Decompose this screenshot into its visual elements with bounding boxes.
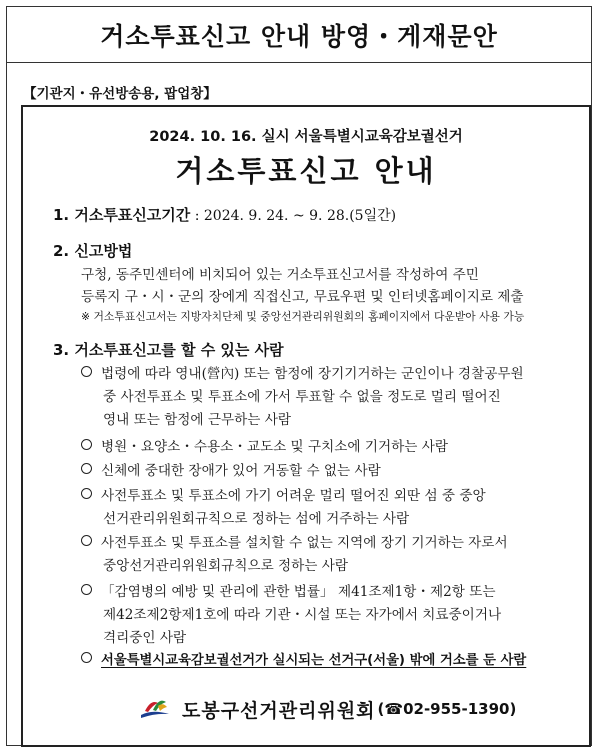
section-2-line: 구청, 동주민센터에 비치되어 있는 거소투표신고서를 작성하여 주민 xyxy=(81,267,479,283)
section-2-heading: 2. 신고방법 xyxy=(53,242,133,260)
eligibility-item xyxy=(81,459,381,479)
bullet-circle-icon xyxy=(81,488,92,499)
eligibility-item xyxy=(81,435,448,455)
item-line: 제42조제2항제1호에 따라 기관・시설 또는 자가에서 치료중이거나 xyxy=(103,607,502,623)
eligibility-item xyxy=(81,580,496,600)
eligibility-item xyxy=(81,484,486,504)
section-3-heading: 3. 거소투표신고를 할 수 있는 사람 xyxy=(53,341,284,359)
bullet-circle-icon xyxy=(81,535,92,546)
item-line: 신체에 중대한 장애가 있어 거동할 수 없는 사람 xyxy=(101,463,381,479)
section-1-heading: 1. 거소투표신고기간 xyxy=(53,206,191,224)
item-line: 병원・요양소・수용소・교도소 및 구치소에 기거하는 사람 xyxy=(101,439,448,455)
item-line: 「감염병의 예방 및 관리에 관한 법률」 제41조제1항・제2항 또는 xyxy=(101,584,496,600)
notice-subtitle: 2024. 10. 16. 실시 서울특별시교육감보궐선거 xyxy=(149,129,463,145)
item-line: 사전투표소 및 투표소에 가기 어려운 멀리 떨어진 외딴 섬 중 중앙 xyxy=(101,488,486,504)
item-line: 중앙선거관리위원회규칙으로 정하는 사람 xyxy=(103,558,349,574)
bullet-circle-icon xyxy=(81,652,92,663)
section-2-line: 등록지 구・시・군의 장에게 직접신고, 무료우편 및 인터넷홈페이지로 제출 xyxy=(81,289,524,305)
eligibility-item xyxy=(81,362,524,382)
phone-number: (☎02-955-1390) xyxy=(377,700,517,718)
bullet-circle-icon xyxy=(81,584,92,595)
item-line: 법령에 따라 영내(營內) 또는 함정에 장기기거하는 군인이나 경찰공무원 xyxy=(101,366,524,382)
section-1 xyxy=(53,204,396,225)
notice-title: 거소투표신고 안내 xyxy=(175,154,437,188)
bullet-circle-icon xyxy=(81,463,92,474)
item-line: 사전투표소 및 투표소를 설치할 수 없는 지역에 장기 기거하는 자로서 xyxy=(101,535,508,551)
document-frame xyxy=(6,6,592,746)
media-label: 【기관지・유선방송용, 팝업창】 xyxy=(23,86,217,102)
section-2-note: ※ 거소투표신고서는 지방자치단체 및 중앙선거관리위원회의 홈페이지에서 다운받아 사용 가능 xyxy=(81,310,525,323)
item-line: 중 사전투표소 및 투표소에 가서 투표할 수 없을 정도로 멀리 떨어진 xyxy=(103,389,501,405)
eligibility-item xyxy=(81,531,508,551)
notice-box xyxy=(21,105,591,747)
bullet-circle-icon xyxy=(81,366,92,377)
item-line: 영내 또는 함정에 근무하는 사람 xyxy=(103,412,291,428)
organization-name: 도봉구선거관리위원회 xyxy=(182,699,376,722)
item-line: 격리중인 사람 xyxy=(103,630,187,646)
footer xyxy=(138,694,516,724)
election-commission-logo-icon xyxy=(138,694,172,724)
document-title: 거소투표신고 안내 방영・게재문안 xyxy=(100,22,498,51)
section-1-value: : 2024. 9. 24. ~ 9. 28.(5일간) xyxy=(190,208,397,224)
eligibility-item-highlight xyxy=(81,649,526,668)
item-line: 선거관리위원회규칙으로 정하는 섬에 거주하는 사람 xyxy=(103,511,410,527)
item-line: 서울특별시교육감보궐선거가 실시되는 선거구(서울) 밖에 거소를 둔 사람 xyxy=(101,653,527,668)
title-divider xyxy=(7,62,591,63)
bullet-circle-icon xyxy=(81,439,92,450)
